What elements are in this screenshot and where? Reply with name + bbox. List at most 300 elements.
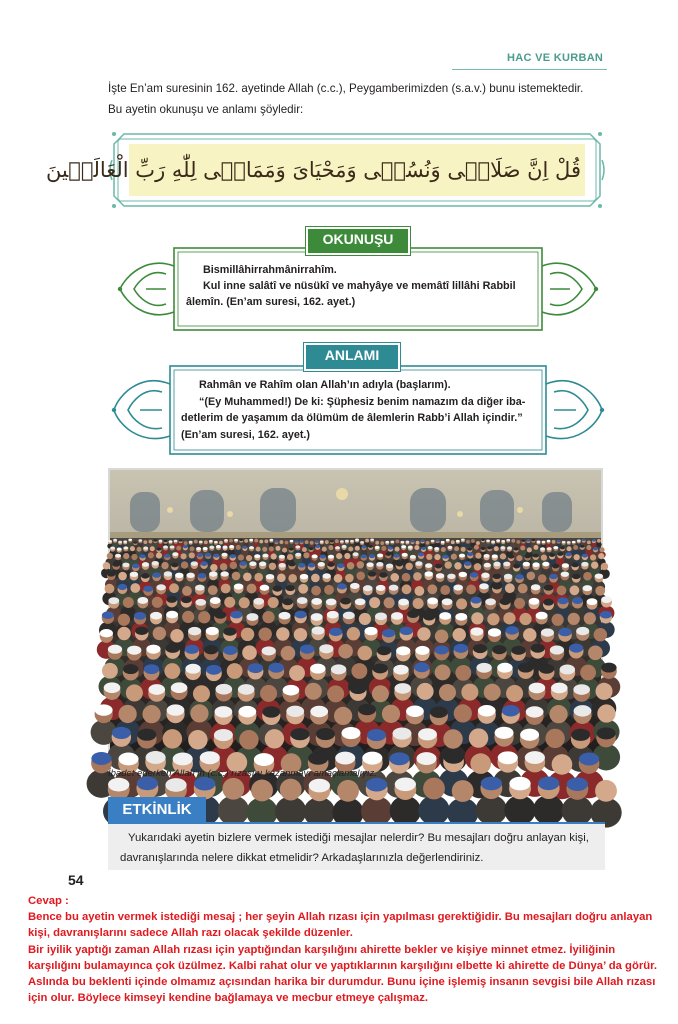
prayer-cap — [470, 572, 478, 577]
prayer-cap — [175, 573, 183, 578]
prayer-cap — [537, 541, 541, 543]
prayer-cap — [179, 539, 183, 541]
prayer-cap — [343, 612, 355, 620]
worshipper-head — [137, 547, 142, 552]
prayer-cap — [572, 597, 583, 604]
prayer-cap — [295, 545, 300, 548]
worshipper-head — [596, 683, 613, 700]
prayer-cap — [279, 612, 291, 620]
prayer-cap — [112, 727, 131, 739]
worshipper-head — [574, 554, 580, 560]
prayer-cap — [377, 553, 383, 557]
prayer-cap — [295, 611, 307, 619]
worshipper-head — [143, 540, 147, 544]
prayer-cap — [165, 778, 186, 792]
worshipper-body — [253, 542, 259, 547]
prayer-cap — [388, 547, 393, 550]
section-header-title: HAC VE KURBAN — [507, 52, 604, 64]
worshipper-head — [335, 539, 339, 543]
worshipper-head — [310, 541, 314, 545]
prayer-cap — [209, 540, 213, 542]
worshipper-head — [594, 628, 607, 641]
prayer-cap — [279, 555, 285, 559]
worshipper-head — [117, 627, 130, 640]
prayer-cap — [134, 612, 146, 620]
prayer-cap — [592, 539, 596, 541]
worshipper-body — [460, 542, 466, 547]
prayer-cap — [152, 572, 160, 577]
prayer-cap — [312, 626, 325, 634]
prayer-cap — [166, 644, 180, 653]
prayer-cap — [279, 563, 286, 568]
worshipper-head — [443, 729, 462, 748]
worshipper-body — [596, 542, 602, 547]
worshipper-head — [298, 584, 308, 594]
prayer-cap — [221, 553, 227, 557]
worshipper-head — [102, 663, 118, 679]
worshipper-head — [262, 611, 274, 623]
prayer-cap — [543, 599, 554, 606]
worshipper-head — [269, 563, 276, 570]
photo-caption: İbadet ederken Allah’ın (c.c.) rızasını kazanmayı amaçlamalıyız. — [108, 768, 377, 779]
prayer-cap — [393, 554, 399, 558]
prayer-cap — [355, 539, 359, 541]
worshipper-head — [591, 561, 598, 568]
prayer-cap — [400, 627, 413, 635]
prayer-cap — [122, 563, 129, 568]
prayer-cap — [580, 545, 585, 548]
worshipper-head — [219, 541, 223, 545]
prayer-cap — [191, 561, 198, 566]
prayer-cap — [181, 596, 192, 603]
prayer-cap — [95, 704, 113, 715]
prayer-cap — [456, 540, 460, 542]
worshipper-head — [476, 541, 480, 545]
prayer-cap — [486, 540, 490, 542]
prayer-cap — [520, 729, 539, 741]
worshipper-head — [194, 540, 198, 544]
prayer-cap — [573, 684, 590, 695]
prayer-cap — [362, 545, 367, 548]
prayer-cap — [240, 561, 247, 566]
prayer-cap — [368, 571, 376, 576]
prayer-cap — [289, 547, 294, 550]
worshipper-head — [541, 555, 547, 561]
worshipper-head — [118, 572, 127, 581]
worshipper-head — [365, 539, 369, 543]
prayer-cap — [529, 683, 546, 694]
prayer-cap — [492, 554, 498, 558]
worshipper-head — [251, 780, 273, 802]
prayer-cap — [269, 539, 273, 541]
worshipper-head — [271, 553, 277, 559]
prayer-cap — [532, 562, 539, 567]
prayer-cap — [214, 541, 218, 543]
prayer-cap — [557, 540, 561, 542]
prayer-cap — [152, 561, 159, 566]
prayer-cap — [130, 572, 138, 577]
prayer-cap — [414, 662, 429, 672]
prayer-cap — [335, 546, 340, 549]
prayer-cap — [562, 563, 569, 568]
prayer-cap — [416, 752, 436, 765]
prayer-cap — [350, 683, 367, 694]
worshipper-head — [241, 628, 254, 641]
worshipper-head — [454, 704, 472, 722]
prayer-cap — [386, 564, 393, 569]
prayer-cap — [415, 646, 429, 655]
worshipper-head — [475, 553, 481, 559]
prayer-cap — [320, 540, 324, 542]
prayer-cap — [376, 585, 386, 591]
prayer-cap — [470, 627, 483, 635]
worshipper-head — [423, 778, 445, 800]
worshipper-head — [587, 540, 591, 544]
prayer-cap — [290, 728, 309, 740]
prayer-cap — [557, 552, 563, 556]
prayer-cap — [376, 562, 383, 567]
worshipper-head — [474, 545, 479, 550]
prayer-cap — [143, 547, 148, 550]
prayer-cap — [308, 563, 315, 568]
prayer-cap — [316, 728, 335, 740]
prayer-cap — [295, 553, 301, 557]
worshipper-head — [347, 562, 354, 569]
prayer-cap — [363, 585, 373, 591]
prayer-cap — [215, 706, 233, 717]
worshipper-head — [440, 585, 450, 595]
worshipper-head — [239, 597, 250, 608]
prayer-cap — [471, 597, 482, 604]
worshipper-head — [372, 685, 389, 702]
worshipper-head — [345, 574, 354, 583]
prayer-cap — [285, 585, 295, 591]
prayer-cap — [582, 539, 586, 541]
worshipper-head — [105, 584, 115, 594]
worshipper-head — [469, 728, 488, 747]
prayer-cap — [408, 546, 413, 549]
worshipper-head — [334, 707, 352, 725]
prayer-cap — [473, 644, 487, 653]
worshipper-head — [181, 561, 188, 568]
prayer-cap — [315, 541, 319, 543]
worshipper-head — [280, 540, 284, 544]
prayer-cap — [529, 598, 540, 605]
prayer-cap — [390, 541, 394, 543]
worshipper-head — [169, 583, 179, 593]
prayer-cap — [447, 574, 455, 579]
worshipper-head — [230, 562, 237, 569]
worshipper-head — [277, 573, 286, 582]
okunusu-text — [186, 262, 553, 310]
prayer-cap — [601, 596, 612, 603]
prayer-cap — [135, 627, 148, 635]
worshipper-head — [451, 540, 455, 544]
worshipper-head — [583, 572, 592, 581]
prayer-cap — [582, 554, 588, 558]
worshipper-head — [188, 730, 207, 749]
prayer-cap — [340, 540, 344, 542]
intro-paragraph — [108, 78, 608, 120]
prayer-cap — [601, 663, 616, 673]
prayer-cap — [567, 777, 588, 791]
worshipper-head — [484, 684, 501, 701]
congregation-illustration — [110, 470, 601, 759]
worshipper-head — [568, 613, 580, 625]
prayer-cap — [572, 563, 579, 568]
prayer-cap — [137, 597, 148, 604]
prayer-cap — [506, 626, 519, 634]
worshipper-head — [552, 540, 556, 544]
prayer-cap — [118, 584, 128, 590]
prayer-cap — [552, 564, 559, 569]
worshipper-head — [435, 665, 451, 681]
worshipper-body — [480, 542, 486, 547]
prayer-cap — [459, 554, 465, 558]
prayer-cap — [506, 539, 510, 541]
worshipper-head — [347, 627, 360, 640]
prayer-cap — [141, 573, 149, 578]
prayer-cap — [214, 611, 226, 619]
prayer-cap — [102, 611, 114, 619]
prayer-cap — [367, 729, 386, 741]
prayer-cap — [565, 552, 571, 556]
prayer-cap — [170, 545, 175, 548]
worshipper-head — [303, 552, 309, 558]
worshipper-head — [142, 705, 160, 723]
prayer-cap — [108, 645, 122, 654]
prayer-cap — [571, 729, 590, 741]
prayer-cap — [143, 586, 153, 592]
prayer-cap — [418, 553, 424, 557]
prayer-cap — [484, 554, 490, 558]
worshipper-head — [198, 611, 210, 623]
prayer-cap — [368, 545, 373, 548]
prayer-cap — [496, 539, 500, 541]
prayer-cap — [525, 751, 545, 764]
prayer-cap — [167, 704, 185, 715]
prayer-cap — [366, 778, 387, 792]
prayer-cap — [110, 546, 115, 549]
worshipper-head — [275, 546, 280, 551]
prayer-cap — [164, 540, 168, 542]
prayer-cap — [216, 684, 233, 695]
prayer-cap — [123, 546, 128, 549]
prayer-cap — [146, 751, 166, 764]
prayer-cap — [549, 574, 557, 579]
worshipper-head — [456, 598, 467, 609]
prayer-cap — [541, 628, 554, 636]
prayer-cap — [197, 553, 203, 557]
prayer-cap — [295, 541, 299, 543]
prayer-cap — [311, 598, 322, 605]
prayer-cap — [453, 584, 463, 590]
prayer-cap — [497, 663, 512, 673]
prayer-cap — [455, 613, 467, 621]
worshipper-body — [418, 795, 449, 825]
prayer-cap — [389, 585, 399, 591]
worshipper-head — [518, 584, 528, 594]
prayer-cap — [300, 645, 314, 654]
worshipper-head — [208, 585, 218, 595]
worshipper-head — [305, 540, 309, 544]
prayer-cap — [150, 612, 162, 620]
prayer-cap — [481, 573, 489, 578]
worshipper-head — [516, 555, 522, 561]
prayer-cap — [174, 540, 178, 542]
worshipper-head — [434, 554, 440, 560]
prayer-cap — [118, 541, 122, 543]
prayer-cap — [461, 538, 465, 540]
prayer-cap — [481, 547, 486, 550]
prayer-cap — [206, 627, 219, 635]
prayer-cap — [331, 664, 346, 674]
prayer-cap — [411, 540, 415, 542]
prayer-cap — [310, 706, 328, 717]
prayer-cap — [435, 564, 442, 569]
prayer-cap — [216, 545, 221, 548]
prayer-cap — [234, 539, 238, 541]
worshipper-head — [276, 627, 289, 640]
prayer-cap — [401, 541, 405, 543]
prayer-cap — [224, 539, 228, 541]
worshipper-head — [417, 683, 434, 700]
okunusu-line-2: Kul inne salâtî ve nüsükî ve mahyâye ve memâtî lillâhi Rabbil — [203, 280, 516, 292]
prayer-cap — [137, 729, 156, 741]
prayer-cap — [597, 727, 616, 739]
prayer-cap — [115, 554, 121, 558]
prayer-cap — [290, 540, 294, 542]
prayer-cap — [196, 547, 201, 550]
prayer-cap — [200, 751, 220, 764]
prayer-cap — [300, 574, 308, 579]
prayer-cap — [108, 778, 129, 792]
prayer-cap — [394, 683, 411, 694]
prayer-cap — [195, 585, 205, 591]
prayer-cap — [421, 547, 426, 550]
worshipper-head — [123, 597, 134, 608]
prayer-cap — [123, 540, 127, 542]
prayer-cap — [100, 629, 113, 637]
prayer-cap — [142, 562, 149, 567]
prayer-cap — [526, 706, 544, 717]
prayer-cap — [310, 664, 325, 674]
prayer-cap — [396, 646, 410, 655]
prayer-cap — [436, 539, 440, 541]
prayer-cap — [249, 546, 254, 549]
worshipper-head — [258, 627, 271, 640]
worshipper-head — [222, 778, 244, 800]
prayer-cap — [561, 571, 569, 576]
prayer-cap — [418, 728, 437, 740]
prayer-cap — [223, 646, 237, 655]
prayer-cap — [572, 541, 576, 543]
worshipper-head — [322, 547, 327, 552]
worshipper-head — [538, 574, 547, 583]
worshipper-head — [414, 586, 424, 596]
anlami-line-4: (En’am suresi, 162. ayet.) — [181, 428, 311, 441]
worshipper-head — [148, 540, 152, 544]
prayer-cap — [484, 563, 491, 568]
prayer-cap — [322, 573, 330, 578]
prayer-cap — [308, 752, 328, 765]
prayer-cap — [163, 545, 168, 548]
worshipper-head — [523, 628, 536, 641]
prayer-cap — [441, 541, 445, 543]
prayer-cap — [327, 611, 339, 619]
prayer-cap — [439, 612, 451, 620]
worshipper-head — [452, 780, 474, 802]
prayer-cap — [144, 664, 159, 674]
worshipper-head — [520, 546, 525, 551]
worshipper-head — [586, 545, 591, 550]
worshipper-head — [580, 665, 596, 681]
worshipper-head — [356, 572, 365, 581]
worshipper-head — [500, 553, 506, 559]
prayer-cap — [246, 613, 258, 621]
prayer-cap — [140, 554, 146, 558]
prayer-cap — [166, 596, 177, 603]
prayer-cap — [154, 539, 158, 541]
worshipper-body — [504, 795, 535, 825]
worshipper-body — [435, 542, 441, 547]
prayer-cap — [206, 665, 221, 675]
worshipper-head — [311, 586, 321, 596]
prayer-cap — [318, 562, 325, 567]
prayer-cap — [361, 554, 367, 558]
worshipper-head — [294, 628, 307, 641]
worshipper-head — [193, 685, 210, 702]
worshipper-head — [103, 562, 110, 569]
prayer-cap — [427, 597, 438, 604]
prayer-cap — [345, 540, 349, 542]
worshipper-head — [189, 546, 194, 551]
prayer-cap — [464, 561, 471, 566]
worshipper-head — [281, 646, 296, 661]
worshipper-head — [597, 539, 601, 543]
worshipper-head — [461, 547, 466, 552]
worshipper-head — [254, 539, 258, 543]
worshipper-head — [247, 584, 257, 594]
worshipper-head — [210, 564, 217, 571]
worshipper-head — [573, 545, 578, 550]
prayer-cap — [369, 554, 375, 558]
worshipper-head — [375, 541, 379, 545]
worshipper-head — [325, 540, 329, 544]
anlami-label: ANLAMI — [324, 347, 380, 363]
prayer-cap — [379, 572, 387, 577]
worshipper-head — [280, 779, 302, 801]
worshipper-head — [238, 554, 244, 560]
worshipper-head — [588, 646, 603, 661]
prayer-cap — [444, 751, 464, 764]
worshipper-head — [348, 546, 353, 551]
worshipper-head — [597, 704, 615, 722]
prayer-cap — [186, 573, 194, 578]
worshipper-head — [338, 644, 353, 659]
answer-paragraph-1: Bence bu ayetin vermek istediği mesaj ; her şeyin Allah rızası için yapılması gerektiğidir. Bu mesajları doğru anlayan kişi, davranışlarını sadece Allah razı olacak şekilde düzenler. — [28, 911, 653, 940]
worshipper-head — [470, 753, 491, 774]
prayer-cap — [108, 540, 112, 542]
prayer-cap — [495, 727, 514, 739]
worshipper-head — [381, 546, 386, 551]
prayer-cap — [172, 552, 178, 556]
prayer-cap — [579, 753, 599, 766]
prayer-cap — [375, 612, 387, 620]
prayer-cap — [200, 561, 207, 566]
worshipper-head — [232, 572, 241, 581]
prayer-cap — [311, 613, 323, 621]
